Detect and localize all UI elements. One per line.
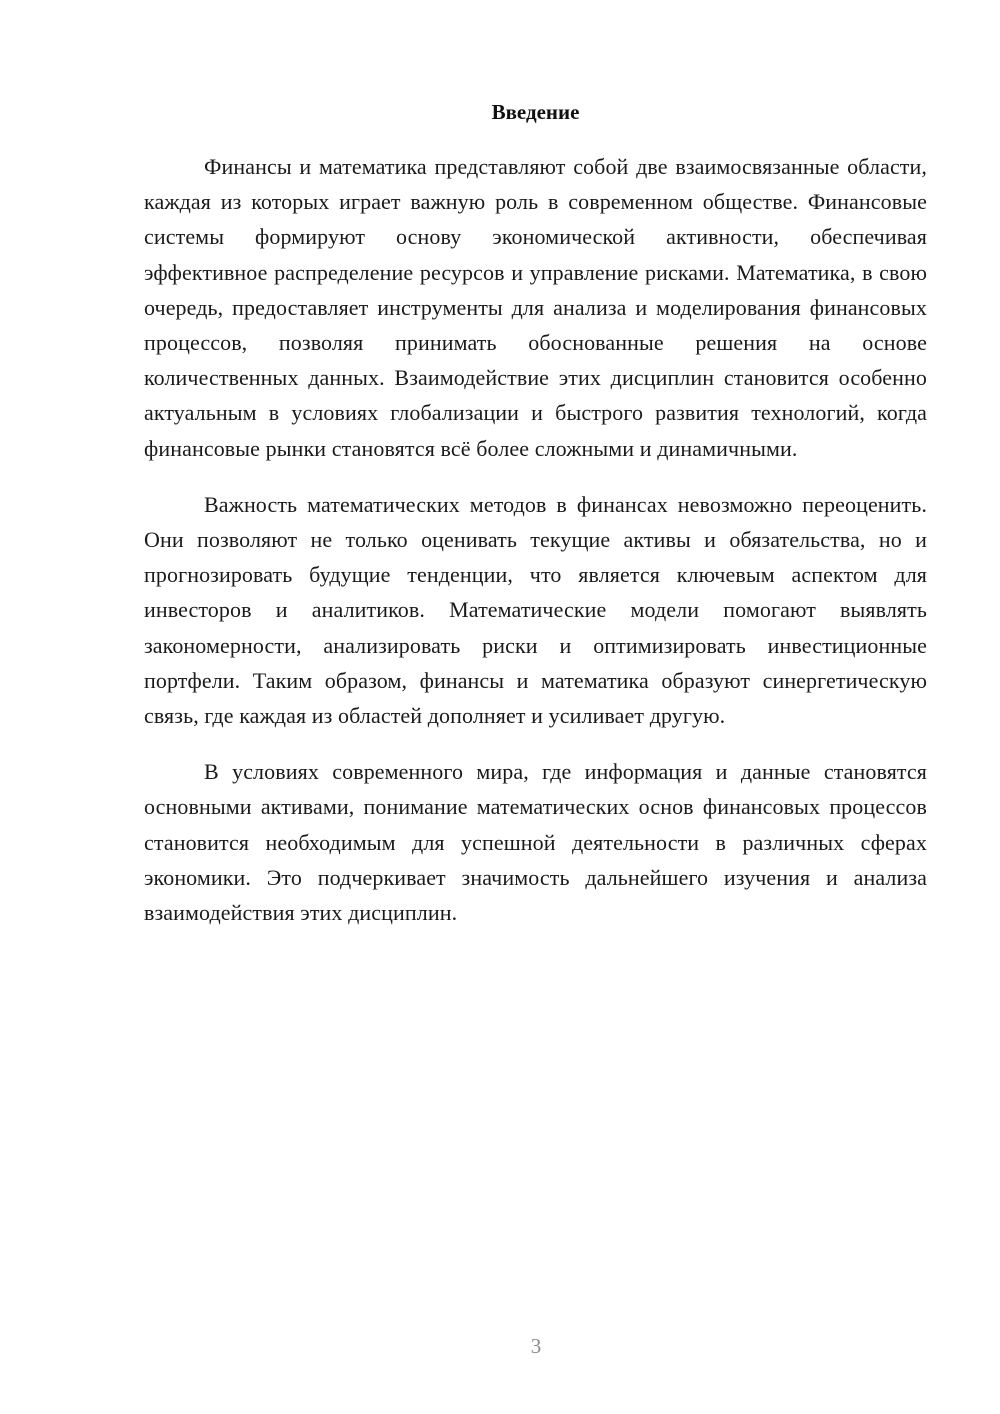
page-number: 3 bbox=[530, 1334, 542, 1358]
paragraph-1: Финансы и математика представляют собой две взаимосвязанные области, каждая из которых играет важную роль в современном обществе. Финансовые системы формируют основу экономической активности, обеспечивая эффективное распределение ресурсов и управление рисками. Математика, в свою очередь, предоставляет инструменты для анализа и моделирования финансовых процессов, позволяя принимать обоснованные решения на основе количественных данных. Взаимодействие этих дисциплин становится особенно актуальным в условиях глобализации и быстрого развития технологий, когда финансовые рынки становятся всё более сложными и динамичными. bbox=[144, 154, 927, 461]
paragraph-3: В условиях современного мира, где информация и данные становятся основными активами, понимание математических основ финансовых процессов становится необходимым для успешной деятельности в различных сферах экономики. Это подчеркивает значимость дальнейшего изучения и анализа взаимодействия этих дисциплин. bbox=[144, 759, 927, 926]
document-body bbox=[144, 98, 927, 951]
paragraph-2: Важность математических методов в финансах невозможно переоценить. Они позволяют не только оценивать текущие активы и обязательства, но и прогнозировать будущие тенденции, что является ключевым аспектом для инвесторов и аналитиков. Математические модели помогают выявлять закономерности, анализировать риски и оптимизировать инвестиционные портфели. Таким образом, финансы и математика образуют синергетическую связь, где каждая из областей дополняет и усиливает другую. bbox=[144, 491, 927, 729]
section-title: Введение bbox=[491, 100, 580, 124]
